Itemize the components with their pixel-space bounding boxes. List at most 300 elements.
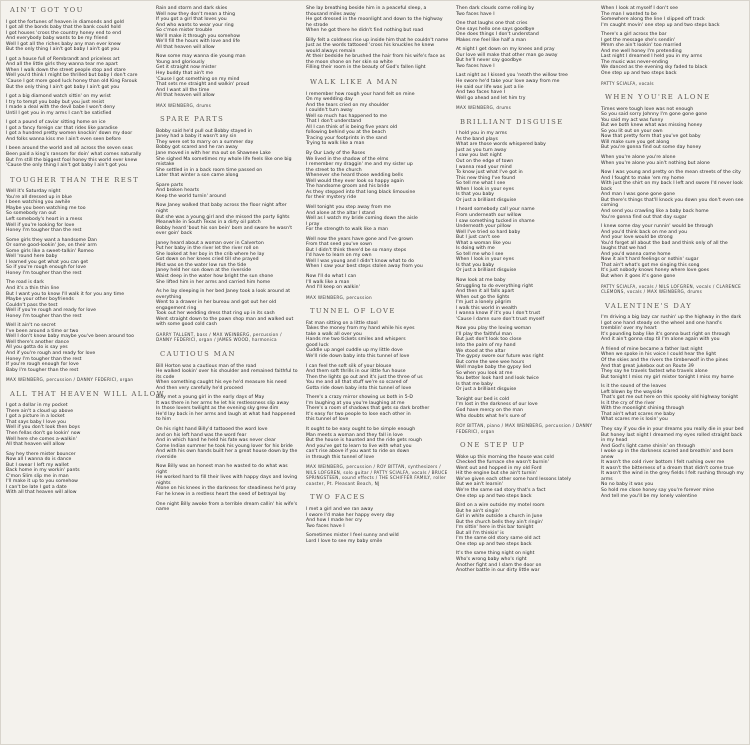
- lyric-line: And who wants to wear your ring: [156, 22, 234, 28]
- lyric-line: Checked the furnace she wasn't burnin': [456, 460, 549, 466]
- lyric-line: Last night as I kissed you 'neath the willow tree: [456, 73, 568, 79]
- lyric-line: As the band plays: [456, 136, 498, 142]
- lyric-line: Janey heard about a woman over in Calverton: [156, 240, 264, 246]
- lyric-line: Some girls they want a handsome Dan: [6, 237, 97, 243]
- lyric-line: And the tears cried on my shoulder: [306, 102, 389, 108]
- lyric-line: And in which hand he held his fate was never clear: [156, 438, 276, 444]
- lyric-line: I'll walk like a man: [306, 279, 350, 285]
- lyric-line: Well there's another dance: [6, 339, 70, 345]
- lyric-line: He swore he'd take your love away from me: [456, 79, 560, 85]
- lyric-line: Waist deep in the water how bright the sun shone: [156, 273, 274, 279]
- lyric-line: Couldn't pass the test: [6, 302, 58, 308]
- lyric-line: And alone at the altar I stand: [306, 210, 375, 216]
- lyric-line: She lay breathing beside him in a peaceful sleep, a thousand miles away: [306, 6, 427, 17]
- lyric-line: So you said sorry Johnny I'm gone gone gone: [601, 112, 708, 118]
- lyric-line: All that heaven will allow: [156, 93, 215, 99]
- lyric-line: Spare parts: [156, 182, 184, 188]
- lyric-line: Well now they don't mean a thing: [156, 11, 236, 17]
- lyric-line: You'd forget all about the bad and think only of all the laughs that we had: [601, 240, 728, 252]
- lyric-stanza: [156, 427, 299, 460]
- lyric-line: Went out and hopped in my old Ford: [456, 465, 542, 471]
- lyric-line: By Our Lady of the Roses: [306, 151, 366, 157]
- lyric-line: I remember how rough your hand felt on mine: [306, 91, 415, 97]
- lyric-line: You're all dressed up in blue: [6, 194, 72, 200]
- lyric-line: But I'm still the biggest fool honey this world ever knew: [6, 157, 138, 163]
- lyric-line: So when you look at me: [456, 370, 513, 376]
- lyric-line: Woke up this morning the house was cold: [456, 454, 554, 460]
- lyric-stanza: [156, 183, 299, 200]
- lyric-line: Out on the edge of town: [456, 159, 514, 165]
- lyric-line: Filling their room in the beauty of God's fallen light: [306, 65, 426, 71]
- lyric-stanza: [456, 397, 599, 419]
- lyric-line: I'm laughing at you you're laughing at me: [306, 400, 405, 406]
- lyric-line: But come the wee wee hours: [456, 359, 525, 365]
- lyric-stanza: [456, 207, 599, 274]
- lyric-line: Now that pretty form that you've got baby: [601, 134, 701, 140]
- lyric-line: Come Indian summer he took his young lover for his bride: [156, 443, 293, 449]
- lyric-stanza: [306, 151, 449, 201]
- lyric-line: When you're alone you're alone: [601, 155, 676, 161]
- song-title: WALK LIKE A MAN: [310, 78, 399, 87]
- lyric-line: I got a fancy foreign car that rides like paradise: [6, 125, 118, 131]
- lyric-stanza: [156, 289, 299, 328]
- lyric-stanza: [456, 326, 599, 393]
- lyric-line: Whenever she heard those wedding bells: [306, 173, 404, 179]
- lyric-line: Left somebody's heart in a mess: [6, 216, 83, 222]
- lyric-line: And that great jukebox out on Route 39: [601, 363, 694, 369]
- lyric-line: All I can think of is being five years old: [306, 124, 398, 130]
- lyric-line: And you'd think back on me and you: [601, 229, 688, 235]
- lyric-line: Two faces have I: [306, 523, 345, 529]
- lyric-stanza: [156, 54, 299, 98]
- lyric-stanza: [6, 280, 149, 319]
- lyric-line: When something caught his eye he'd measure his need: [156, 380, 287, 386]
- lyric-line: Billy met a young girl in the early days of May: [156, 395, 265, 401]
- lyric-line: But we both knew what was missing honey: [601, 123, 703, 129]
- lyric-line: 'Cause I got something on my mind: [156, 76, 240, 82]
- lyric-line: And it's a thin thin line: [6, 285, 60, 291]
- lyric-stanza: [601, 315, 744, 343]
- lyric-line: Times were tough love was not enough: [601, 106, 694, 112]
- lyric-line: Bobby got scared and he ran away: [156, 145, 238, 151]
- lyric-line: Well I got all the riches baby any man ever knew: [6, 41, 121, 47]
- lyric-line: I learned you get what you can get: [6, 259, 89, 265]
- lyric-stanza: [306, 533, 449, 544]
- musician-credit: MAX WEINBERG, percussion / ROY BITTAN, synthesizers / NILS LOFGREN, solo guitar / PATTY SCIALFA, vocals / BRUCE SPRINGSTEEN, sound effects / THE SCHIFFER FAMILY, roller coaster, Pt. Pleasant Beach, NJ: [306, 464, 448, 486]
- lyric-line: We're the same sad story that's a fact: [456, 488, 546, 494]
- lyric-stanza: [601, 170, 744, 220]
- lyric-line: As they stepped into that long black limousine: [306, 189, 416, 195]
- lyric-line: There's a girl across the bar: [601, 32, 667, 38]
- lyric-stanza: [156, 464, 299, 497]
- musician-credit: PATTY SCIALFA, vocals: [601, 80, 654, 86]
- lyric-line: And if you're rough and ready for love: [6, 350, 96, 356]
- lyric-line: He worked hard to fill their lives with happy days and loving nights: [156, 475, 298, 486]
- lyric-line: Mist was on the water low run the tide: [156, 262, 247, 268]
- lyric-line: I got a house full of Rembrandt and priceless art: [6, 56, 120, 62]
- lyric-stanza: [601, 427, 744, 499]
- lyric-stanza: [156, 241, 299, 285]
- lyric-stanza: [6, 452, 149, 496]
- lyric-line: 'Cause the only thing I ain't got baby I ain't got you: [6, 163, 127, 169]
- lyric-line: This new thing I've found: [456, 175, 516, 181]
- lyric-stanza: [6, 120, 149, 142]
- lyric-line: Or some good-lookin' Joe, on their arm: [6, 243, 97, 249]
- lyric-line: Struggling to do everything right: [456, 283, 534, 289]
- lyric-line: Meanwhile in South Texas in a dirty oil patch: [156, 220, 261, 226]
- lyric-line: I saw you last night: [456, 153, 502, 159]
- lyric-line: Who's wrong baby who's right: [456, 557, 527, 563]
- lyric-line: I been watching you awhile: [6, 200, 71, 206]
- lyric-line: They say if you die in your dreams you really die in your bed: [601, 427, 744, 432]
- lyric-line: She settled in in a back room time passed on: [156, 167, 263, 173]
- lyric-line: It's just nobody knows honey where love goes: [601, 268, 710, 274]
- lyric-line: can't rise above if you want to ride on down: [306, 449, 410, 455]
- lyric-line: Jane moved in with her ma out on Shawnee Lake: [156, 151, 271, 157]
- lyric-line: When I look in your eyes: [456, 257, 514, 263]
- lyric-line: this tunnel of love: [306, 417, 349, 423]
- lyric-line: Maybe you been watching me too: [6, 205, 86, 211]
- lyrics-column-4: [456, 6, 599, 742]
- lyric-line: We'll ride down baby into this tunnel of love: [306, 353, 410, 359]
- lyric-line: Who doubts what he's sure of: [456, 413, 526, 419]
- lyric-line: Bobby said he'd pull out Bobby stayed in: [156, 128, 253, 134]
- lyric-line: We lived in the shadow of the elms: [306, 156, 389, 162]
- lyric-line: One step up and two steps back: [456, 493, 532, 499]
- lyric-line: I walk this world in wealth: [456, 305, 518, 311]
- lyric-line: He'd lay back in her arms and laugh at what had happened to him: [156, 411, 296, 423]
- lyric-line: When I walk down the street people stop and stare: [6, 67, 126, 73]
- lyric-line: Another fight and I slam the door on: [456, 562, 542, 568]
- lyric-line: We've given each other some hard lessons lately: [456, 476, 572, 482]
- lyric-line: I got a hundred pretty women knockin' down my door: [6, 131, 133, 137]
- lyric-line: for their mystery ride: [306, 195, 357, 201]
- lyric-line: And how I made her cry: [306, 518, 362, 524]
- lyric-line: Well I've tried so hard baby: [456, 229, 521, 235]
- lyric-stanza: [456, 47, 599, 69]
- lyric-line: I wanna read your mind: [456, 164, 512, 170]
- lyric-line: Now all I wanna do is dance: [6, 457, 72, 463]
- lyric-stanza: [156, 6, 299, 50]
- lyric-line: Young and gloriously: [156, 59, 205, 65]
- lyric-line: I swore I'd make her happy every day: [306, 512, 395, 518]
- lyric-line: And folks wanna kiss me I ain't even seen before: [6, 136, 121, 142]
- lyric-stanza: [6, 57, 149, 90]
- lyrics-column-1: [6, 6, 165, 742]
- lyric-line: But the church bells they ain't ringin': [456, 519, 544, 525]
- lyric-line: There's a crazy mirror showing us both in 5-D: [306, 395, 413, 401]
- lyric-line: On his right hand Billy'd tattooed the word love: [156, 427, 268, 432]
- lyric-line: And me well honey I'm pretending: [601, 48, 682, 54]
- lyric-line: I'm lost in the darkness of our love: [456, 402, 538, 408]
- song-title: SPARE PARTS: [160, 115, 225, 124]
- lyric-stanza: [306, 237, 449, 270]
- lyric-line: Is that you baby: [456, 192, 495, 198]
- lyric-line: following behind you at the beach: [306, 130, 386, 136]
- lyric-line: Got down on her knees cried till she prayed: [156, 257, 259, 263]
- lyric-stanza: [456, 6, 599, 17]
- lyric-line: It's easy for two people to lose each other in: [306, 411, 411, 417]
- lyric-line: Keep the world turnin' around: [156, 193, 226, 199]
- lyric-line: Sometimes mister I feel sunny and wild: [306, 533, 399, 539]
- lyric-stanza: [601, 155, 744, 166]
- lyric-line: Went straight down to the pawn shop man and walked out with some good cold cash: [156, 316, 294, 328]
- lyric-line: Will make sure you get along: [601, 139, 670, 145]
- lyric-line: Or just a brilliant disguise: [456, 387, 517, 393]
- lyrics-column-2: [156, 6, 299, 742]
- lyric-line: But I just can't see: [456, 235, 500, 241]
- lyric-line: When I saw your best steps stolen away from you: [306, 264, 423, 270]
- lyric-line: On my wedding day: [306, 97, 353, 103]
- song-title: TUNNEL OF LOVE: [310, 307, 396, 316]
- lyric-stanza: [156, 129, 299, 179]
- lyric-line: the street to the church: [306, 167, 362, 173]
- lyric-line: So tell me what I see: [456, 181, 506, 187]
- lyric-line: Is it the sound of the leaves: [601, 384, 667, 390]
- lyric-line: If you got a girl that loves you: [156, 17, 227, 23]
- lyric-line: And man I was gone gone gone: [601, 192, 676, 198]
- lyric-line: Well you'd think I might be thrilled but baby I don't care: [6, 73, 138, 79]
- lyric-line: And all the little girls they wanna tear me apart: [6, 62, 118, 68]
- lyric-line: Now Janey walked that baby across the floor night after night: [156, 203, 287, 214]
- lyric-line: But I want you to know I'll walk it for you any time: [6, 291, 125, 297]
- lyrics-column-3: [306, 6, 449, 742]
- lyric-stanza: [456, 131, 599, 203]
- lyric-line: Honey I'm tougher than the rest: [6, 270, 82, 276]
- lyric-line: Is it the cry of the river: [601, 400, 656, 406]
- lyric-line: And I fought to make 'em my home: [601, 175, 685, 181]
- lyric-line: I saw something tucked in shame: [456, 218, 535, 224]
- song-title: VALENTINE'S DAY: [605, 301, 693, 310]
- lyric-line: The music was never-ending: [601, 59, 669, 65]
- lyric-line: I hold you in my arms: [456, 131, 507, 137]
- lyric-line: But there's things that'll knock you down you don't even see coming: [601, 197, 744, 209]
- lyric-stanza: [601, 32, 744, 76]
- lyric-line: All you gotta do is say yes: [6, 345, 68, 351]
- lyric-line: That sets me straight and walkin' proud: [156, 82, 250, 88]
- lyric-line: What are those words whispered baby: [456, 142, 546, 148]
- lyric-line: Went to a drawer in her bureau and got out her old engagement ring: [156, 300, 277, 311]
- lyric-line: Some girls like a sweet-talkin' Romeo: [6, 248, 94, 254]
- lyric-line: The gypsy swore our future was right: [456, 354, 544, 360]
- lyric-line: Well would they ever look so happy again: [306, 178, 404, 184]
- lyric-line: Tonight our bed is cold: [456, 396, 510, 402]
- lyric-line: But tonight I miss my girl mister tonight I miss my home: [601, 374, 734, 380]
- lyric-stanza: [6, 238, 149, 277]
- lyric-line: 'Cause I got more good luck honey than old King Farouk: [6, 79, 138, 85]
- lyric-line: With just the shirt on my back I left and swore I'd never look back: [601, 181, 743, 192]
- lyric-line: I'm just a lonely pilgrim: [456, 300, 512, 306]
- lyric-line: One night Billy awoke from a terrible dream callin' his wife's name: [156, 501, 298, 513]
- lyric-line: But she was a young girl and she missed the party lights: [156, 214, 290, 220]
- lyric-line: Well if you don't look then boys: [6, 425, 80, 431]
- lyric-line: And broken hearts: [156, 188, 200, 194]
- lyric-line: She lifted him in her arms and carried him home: [156, 279, 271, 285]
- lyric-line: She looked at her boy in the crib where he lay: [156, 251, 265, 257]
- lyric-line: It's pounding baby like it's gonna bust right on through: [601, 331, 731, 337]
- lyric-line: So c'mon mister trouble: [156, 28, 213, 34]
- lyric-line: Janey held her son down at the riverside: [156, 268, 252, 274]
- lyric-line: So you lit out on your own: [601, 128, 663, 134]
- lyric-line: When I look at myself I don't see: [601, 6, 679, 11]
- lyric-line: Girl in white outside a church in June: [456, 514, 543, 520]
- lyric-line: And I want all the time: [156, 87, 210, 93]
- lyric-line: Underneath your pillow: [456, 224, 511, 230]
- lyric-line: I remember my draggin' me and my sister up: [306, 162, 413, 168]
- lyric-line: We danced as the evening sky faded to black: [601, 65, 708, 71]
- lyric-line: There's a room of shadows that gets so dark brother: [306, 406, 430, 412]
- lyric-stanza: [601, 107, 744, 151]
- lyric-line: in through this tunnel of love: [306, 454, 375, 460]
- lyric-line: Just as the words tattooed 'cross his knuckles he knew would always remain: [306, 43, 435, 54]
- lyric-line: I met a girl and we ran away: [306, 507, 374, 513]
- lyric-stanza: [6, 323, 149, 373]
- lyric-line: But I swear I left my wallet: [6, 462, 69, 468]
- lyric-stanza: [306, 6, 449, 34]
- lyric-line: Rain and storm and dark skies: [156, 6, 228, 11]
- lyric-line: Well so much has happened to me: [306, 113, 388, 119]
- lyric-line: I got a big diamond watch sittin' on my wrist: [6, 94, 111, 100]
- lyric-line: And then it all falls apart: [456, 289, 515, 295]
- lyric-line: Well it's Saturday night: [6, 189, 61, 195]
- lyric-stanza: [456, 278, 599, 322]
- lyric-line: Bobby heard 'bout his son bein' born and swore he wasn't ever goin' back: [156, 225, 293, 237]
- lyric-line: Well if you're looking for love: [6, 222, 75, 228]
- lyric-stanza: [6, 146, 149, 168]
- lyric-line: What a woman like you: [456, 240, 511, 246]
- lyric-line: He walked lookin' over his shoulder and remained faithful to its code: [156, 369, 298, 380]
- lyric-line: Took out her wedding dress that ring up in its sash: [156, 311, 275, 317]
- lyric-line: At night I get down on my knees and pray: [456, 47, 555, 53]
- lyric-line: For the strength to walk like a man: [306, 227, 389, 233]
- lyric-line: I'll make it up to you somehow: [6, 479, 78, 485]
- lyric-line: And everybody baby wants to be my friend: [6, 36, 108, 42]
- lyric-line: Well I don't know baby maybe you've been around too: [6, 334, 134, 340]
- lyric-line: Alone on his knees in the darkness for steadiness he'd pray: [156, 486, 297, 492]
- musician-credit: MAX WEINBERG, drums: [456, 105, 512, 111]
- musician-credit: PATTY SCIALFA, vocals / NILS LOFGREN, vocals / CLARENCE CLEMONS, vocals / MAX WEINBERG, drums: [601, 283, 742, 295]
- lyric-line: Well it ain't no secret: [6, 323, 56, 329]
- lyric-line: But the house is haunted and the ride gets rough: [306, 438, 422, 444]
- lyric-line: Hands me two tickets smiles and whispers: [306, 337, 406, 343]
- lyric-line: That ain't what's got me singing this song: [601, 262, 700, 268]
- lyric-line: Now I'll do what I can: [306, 273, 357, 279]
- lyric-line: I try to tempt you baby but you just resist: [6, 99, 105, 105]
- lyric-line: Back home in my workin' pants: [6, 468, 80, 474]
- lyric-line: I got all the bonds baby that the bank could hold: [6, 25, 121, 31]
- lyric-stanza: [456, 21, 599, 43]
- lyric-line: With all that heaven will allow: [6, 490, 77, 496]
- lyric-line: Cuddle up angel cuddle up my little dove: [306, 348, 403, 354]
- lyric-line: Our love will make that other man go away: [456, 52, 558, 58]
- lyric-line: That says baby I love you: [6, 419, 66, 425]
- lyric-line: And your love would be strong: [601, 235, 673, 241]
- lyric-stanza: [306, 92, 449, 147]
- lyric-stanza: [306, 364, 449, 392]
- song-title: ONE STEP UP: [460, 441, 526, 450]
- lyric-stanza: [306, 321, 449, 360]
- lyric-line: In those lovers twilight as the evening sky grew dim: [156, 406, 279, 412]
- lyric-line: Now look at me baby: [456, 277, 506, 283]
- lyric-line: All that heaven will allow: [6, 442, 65, 448]
- lyric-line: You're gonna find out that day sugar: [601, 214, 687, 220]
- lyric-line: Bill Horton was a cautious man of the road: [156, 363, 257, 369]
- lyric-line: Get it straight now mister: [156, 65, 217, 71]
- lyric-line: But he ain't singin': [456, 508, 500, 514]
- lyric-line: Now I was young and pretty on the mean streets of the city: [601, 170, 741, 176]
- lyric-line: Honey I'm tougher than the rest: [6, 228, 82, 234]
- lyric-line: When you're alone you ain't nothing but alone: [601, 160, 710, 166]
- lyric-line: Put her baby in the river let the river roll on: [156, 246, 259, 252]
- lyric-line: Takes the money from my hand while his eyes: [306, 326, 415, 332]
- lyric-line: So tell me who I see: [456, 251, 504, 257]
- lyric-line: Makes me feel like half a man: [456, 37, 527, 43]
- lyric-line: Mmm she ain't lookin' too married: [601, 43, 682, 49]
- lyric-stanza: [306, 274, 449, 291]
- lyric-line: I can feel the soft silk of your blouse: [306, 363, 392, 369]
- lyric-line: Well if you're rough and ready for love: [6, 308, 97, 314]
- lyric-line: I got the fortunes of heaven in diamonds and gold: [6, 19, 124, 25]
- lyric-line: It wasn't the cold river bottom I felt rushing over me: [601, 460, 725, 466]
- lyric-stanza: [601, 224, 744, 279]
- musician-credit: MAX WEINBERG, percussion: [306, 294, 372, 300]
- lyric-line: C'mon Slim slip me in man: [6, 473, 69, 479]
- lyric-line: Is that me baby: [456, 381, 493, 387]
- lyric-line: Well I was young and I didn't know what to do: [306, 258, 414, 264]
- lyric-line: Gotta ride down baby into this tunnel of love: [306, 385, 412, 391]
- lyric-line: If you're rough enough for love: [6, 362, 79, 368]
- lyric-line: And it ain't gonna stop til I'm alone again with you: [601, 337, 720, 343]
- lyric-line: 'Cause I damn sure don't trust myself: [456, 316, 545, 322]
- lyric-line: I'm the same old story same old act: [456, 536, 541, 542]
- lyric-line: Now some may wanna die young man: [156, 54, 246, 60]
- lyric-line: There ain't a cloud up above: [6, 408, 74, 414]
- lyric-line: Is that you baby: [456, 262, 495, 268]
- lyric-line: Well as I watch my bride coming down the aisle: [306, 216, 418, 222]
- lyric-stanza: [156, 203, 299, 236]
- lyric-line: Hit the engine but she ain't turnin': [456, 471, 538, 477]
- lyric-line: Well go ahead and let him try: [456, 95, 526, 101]
- lyric-line: Well now the years have gone and I've grown: [306, 236, 413, 242]
- lyric-line: As he lay sleeping in her bed Janey took a look around at everything: [156, 289, 291, 300]
- lyric-line: Been paid a king's ransom for doin' what comes naturally: [6, 152, 142, 158]
- lyric-line: And send you crawling like a baby back home: [601, 208, 709, 214]
- song-title: AIN'T GOT YOU: [10, 6, 84, 14]
- lyric-line: But I didn't think there'd be so many steps: [306, 247, 407, 253]
- lyric-line: When we spoke in his voice I could hear the light: [601, 352, 717, 358]
- lyric-line: I got houses 'cross the country honey end to end: [6, 30, 122, 36]
- lyric-line: Say hey there mister bouncer: [6, 451, 76, 457]
- lyric-line: You me and all that stuff we're so scared of: [306, 380, 408, 386]
- lyric-line: Somewhere along the line I slipped off track: [601, 17, 705, 23]
- lyric-line: With the moonlight shining through: [601, 406, 685, 412]
- lyrics-column-5: [601, 6, 744, 742]
- lyric-stanza: [6, 189, 149, 233]
- lyric-line: We stood at the altar: [456, 348, 506, 354]
- song-title: WHEN YOU'RE ALONE: [605, 93, 711, 102]
- lyric-line: One step up and two steps back: [456, 541, 532, 547]
- musician-credit: ROY BITTAN, piano / MAX WEINBERG, percussion / DANNY FEDERICI, organ: [456, 423, 593, 434]
- lyric-line: At their bedside he brushed the hair from his wife's face as the moon shone on her skin so white: [306, 54, 446, 65]
- lyric-line: I'm driving a big lazy car rushin' up the highway in the dark: [601, 315, 742, 321]
- lyric-line: To know just what I've got in: [456, 170, 523, 176]
- lyric-line: Into the palm of my hand: [456, 342, 516, 348]
- lyric-line: But you're gonna find out some day honey: [601, 145, 702, 151]
- lyric-stanza: [306, 205, 449, 233]
- song-title: TOUGHER THAN THE REST: [10, 175, 140, 184]
- lyric-line: Janey had a baby it wasn't any sin: [156, 134, 237, 140]
- lyric-line: I wanna know if it's you I don't trust: [456, 311, 541, 317]
